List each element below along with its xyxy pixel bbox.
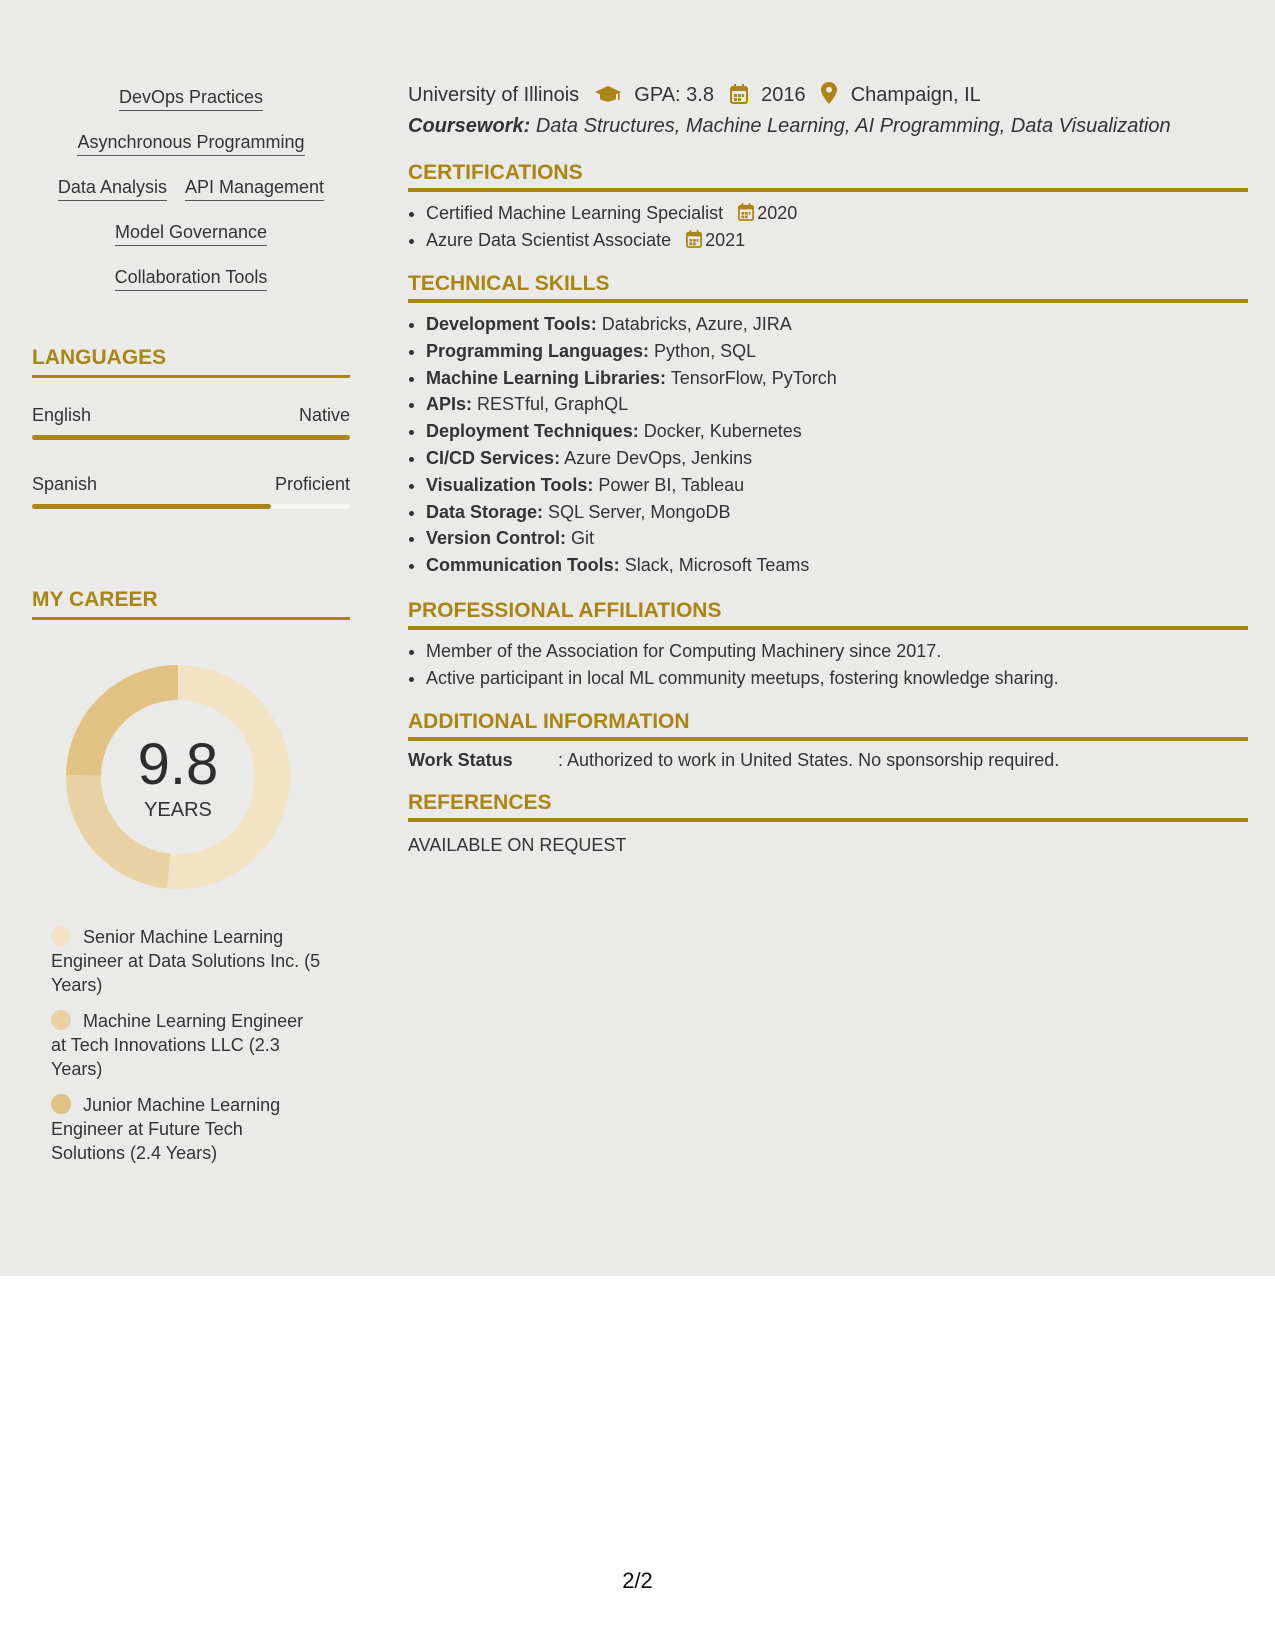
coursework-label: Coursework: (408, 115, 531, 137)
skill-category: Version Control: (426, 528, 567, 549)
language-bar-fill (32, 435, 350, 440)
education-year: 2016 (761, 84, 806, 106)
skill-values: TensorFlow, PyTorch (670, 367, 837, 388)
skill-values: Databricks, Azure, JIRA (601, 314, 792, 334)
language-name: Spanish (32, 474, 98, 494)
certification-year: 2020 (757, 203, 798, 223)
language-name: English (32, 405, 92, 425)
certification-date (738, 200, 797, 227)
legend-dot (51, 1094, 71, 1114)
skill-category: CI/CD Services: (426, 447, 561, 468)
affiliation-item: • Active participant in local ML community meetups, fostering knowledge sharing. (426, 665, 1248, 692)
graduation-cap-icon (595, 84, 621, 111)
skill-item (426, 311, 1248, 338)
skill-tag: Model Governance (115, 221, 267, 246)
career-legend-item (51, 925, 321, 997)
skill-tag: API Management (185, 176, 324, 201)
languages-title: LANGUAGES (32, 345, 350, 378)
skill-item (426, 338, 1248, 365)
technical-skills-section (408, 271, 1248, 579)
references-text: AVAILABLE ON REQUEST (408, 835, 627, 855)
skill-category: Programming Languages: (426, 340, 650, 361)
calendar-icon (730, 84, 748, 111)
certifications-title: CERTIFICATIONS (408, 160, 1248, 192)
education-line (408, 82, 981, 111)
school-name: University of Illinois (408, 84, 580, 106)
certification-name: Certified Machine Learning Specialist (426, 203, 724, 223)
skill-item (426, 472, 1248, 499)
certification-item (426, 227, 1248, 254)
skill-item (426, 445, 1248, 472)
legend-dot (51, 1010, 71, 1030)
certification-name: Azure Data Scientist Associate (426, 229, 672, 250)
skill-item (426, 552, 1248, 579)
career-title: MY CAREER (32, 587, 350, 620)
skill-category: Communication Tools: (426, 555, 620, 576)
education-location: Champaign, IL (850, 84, 981, 106)
coursework-line (408, 113, 1171, 139)
skill-row (32, 131, 350, 176)
skill-category: Development Tools: (426, 314, 597, 334)
affiliations-section (408, 598, 1248, 692)
language-bar (32, 504, 350, 509)
skill-item (426, 391, 1248, 418)
career-years-unit: YEARS (144, 799, 212, 821)
skill-category: APIs: (426, 394, 473, 415)
map-pin-icon (821, 82, 837, 111)
additional-info-title: ADDITIONAL INFORMATION (408, 709, 1248, 741)
references-section (408, 790, 1248, 856)
career-legend-label: Senior Machine Learning Engineer at Data Solutions Inc. (5 Years) (51, 927, 321, 995)
language-level: Proficient (274, 474, 350, 494)
career-total-years: 9.8 (137, 732, 219, 797)
skill-item (426, 418, 1248, 445)
skill-values: Python, SQL (654, 340, 757, 361)
skill-values: Docker, Kubernetes (643, 421, 802, 442)
certification-item (426, 200, 1248, 227)
skill-tag: Data Analysis (58, 176, 167, 201)
work-status-value: : Authorized to work in United States. No sponsorship required. (558, 750, 1060, 770)
skill-tag: Collaboration Tools (115, 266, 268, 291)
career-legend-item (51, 1093, 321, 1165)
skill-category: Machine Learning Libraries: (426, 367, 667, 388)
career-legend-item (51, 1009, 321, 1081)
skill-values: Git (571, 528, 595, 549)
coursework-value: Data Structures, Machine Learning, AI Programming, Data Visualization (535, 115, 1171, 137)
technical-skills-title: TECHNICAL SKILLS (408, 271, 1248, 303)
work-status-label: Work Status (408, 750, 513, 770)
certification-year: 2021 (705, 229, 746, 250)
career-legend-label: Junior Machine Learning Engineer at Future Tech Solutions (2.4 Years) (51, 1095, 281, 1163)
skills-tags (32, 86, 350, 311)
references-title: REFERENCES (408, 790, 1248, 822)
language-level: Native (298, 405, 350, 425)
skill-row (32, 86, 350, 131)
work-status-row (408, 749, 1248, 771)
affiliation-item: • Member of the Association for Computing Machinery since 2017. (426, 638, 1248, 665)
language-spanish (32, 473, 350, 509)
skill-row (32, 176, 350, 221)
education-gpa: GPA: 3.8 (634, 84, 714, 106)
skill-values: Azure DevOps, Jenkins (564, 447, 753, 468)
skill-row (32, 266, 350, 311)
skill-values: RESTful, GraphQL (477, 394, 629, 415)
skill-item (426, 499, 1248, 526)
skill-item (426, 365, 1248, 392)
skill-values: SQL Server, MongoDB (548, 501, 731, 522)
calendar-icon (686, 230, 702, 248)
skill-row (32, 221, 350, 266)
career-donut-chart (66, 665, 290, 889)
career-legend-label: Machine Learning Engineer at Tech Innovations LLC (2.3 Years) (51, 1011, 304, 1079)
affiliations-title: PROFESSIONAL AFFILIATIONS (408, 598, 1248, 630)
skill-category: Visualization Tools: (426, 474, 594, 495)
skill-values: Slack, Microsoft Teams (624, 555, 810, 576)
career-legend (51, 925, 321, 1177)
additional-info-section (408, 709, 1248, 771)
language-english (32, 404, 350, 440)
certifications-section (408, 160, 1248, 254)
skill-tag: DevOps Practices (119, 86, 263, 111)
skill-item (426, 525, 1248, 552)
language-bar (32, 435, 350, 440)
skill-category: Deployment Techniques: (426, 421, 639, 442)
skill-category: Data Storage: (426, 501, 544, 522)
skill-tag: Asynchronous Programming (77, 131, 304, 156)
page-number: 2/2 (622, 1568, 653, 1593)
language-bar-fill (32, 504, 271, 509)
legend-dot (51, 926, 71, 946)
certification-date (686, 227, 745, 254)
skill-values: Power BI, Tableau (598, 474, 745, 495)
calendar-icon (738, 203, 754, 221)
